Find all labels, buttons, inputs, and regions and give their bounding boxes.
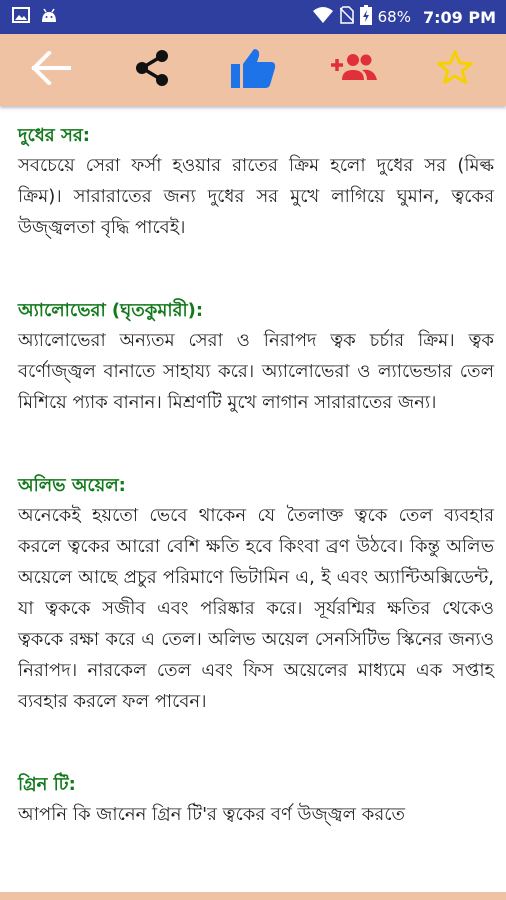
status-bar (0, 0, 506, 34)
star-icon (435, 49, 475, 91)
section-body: আপনি কি জানেন গ্রিন টি'র ত্বকের বর্ণ উজ্জ্বল করতে (18, 804, 405, 825)
section-milk-cream (18, 122, 494, 243)
clock: 7:09 PM (422, 7, 496, 27)
toolbar (0, 34, 506, 106)
thumb-up-icon (230, 47, 276, 93)
section-title: গ্রিন টি: (18, 774, 76, 795)
section-title: দুধের সর: (18, 125, 90, 146)
wifi-icon (312, 6, 334, 28)
favorite-button[interactable] (425, 40, 485, 100)
section-body: অনেকেই হয়তো ভেবে থাকেন যে তৈলাক্ত ত্বকে তেল ব্যবহার করলে ত্বকের আরো বেশি ক্ষতি হবে কিংবা ব্রণ উঠবে। কিন্তু অলিভ অয়েলে আছে প্রচুর পরিমাণে ভিটামিন এ, ই এবং অ্যান্টিঅক্সিডেন্ট, যা ত্বককে সজীব এবং পরিষ্কার করে। সূর্যরশ্মির ক্ষতির থেকেও ত্বককে রক্ষা করে এ তেল। অলিভ অয়েল সেনসিটিভ স্কিনের জন্যও নিরাপদ। নারকেল তেল এবং ফিস অয়েলের মাধ্যমে এক সপ্তাহ ব্যবহার করলে ফল পাবেন। (18, 505, 494, 712)
section-green-tea (18, 771, 494, 830)
share-button[interactable] (122, 40, 182, 100)
back-button[interactable] (21, 40, 81, 100)
like-button[interactable] (223, 40, 283, 100)
section-title: অ্যালোভেরা (ঘৃতকুমারী): (18, 300, 204, 321)
no-sim-icon (340, 6, 354, 28)
gallery-icon (12, 7, 30, 27)
battery-percent: 68% (377, 8, 411, 26)
section-title: অলিভ অয়েল: (18, 475, 126, 496)
article-content (0, 106, 506, 900)
section-aloe-vera (18, 297, 494, 418)
section-body: অ্যালোভেরা অন্যতম সেরা ও নিরাপদ ত্বক চর্চার ক্রিম। ত্বক বর্ণোজ্জ্বল বানাতে সাহায্য করে। অ্যালোভেরা ও ল্যাভেন্ডার তেল মিশিয়ে প্যাক বানান। মিশ্রণটি মুখে লাগান সারারাতের জন্য। (18, 330, 494, 413)
bottom-edge (0, 892, 506, 900)
section-body: সবচেয়ে সেরা ফর্সা হওয়ার রাতের ক্রিম হলো দুধের সর (মিল্ক ক্রিম)। সারারাতের জন্য দুধের সর মুখে লাগিয়ে ঘুমান, ত্বকের উজ্জ্বলতা বৃদ্ধি পাবেই। (18, 155, 494, 238)
android-icon (40, 7, 58, 27)
arrow-back-icon (31, 51, 71, 89)
section-olive-oil (18, 472, 494, 717)
battery-icon (360, 5, 372, 29)
add-group-button[interactable] (324, 40, 384, 100)
add-group-icon (329, 52, 379, 88)
share-icon (132, 48, 172, 92)
